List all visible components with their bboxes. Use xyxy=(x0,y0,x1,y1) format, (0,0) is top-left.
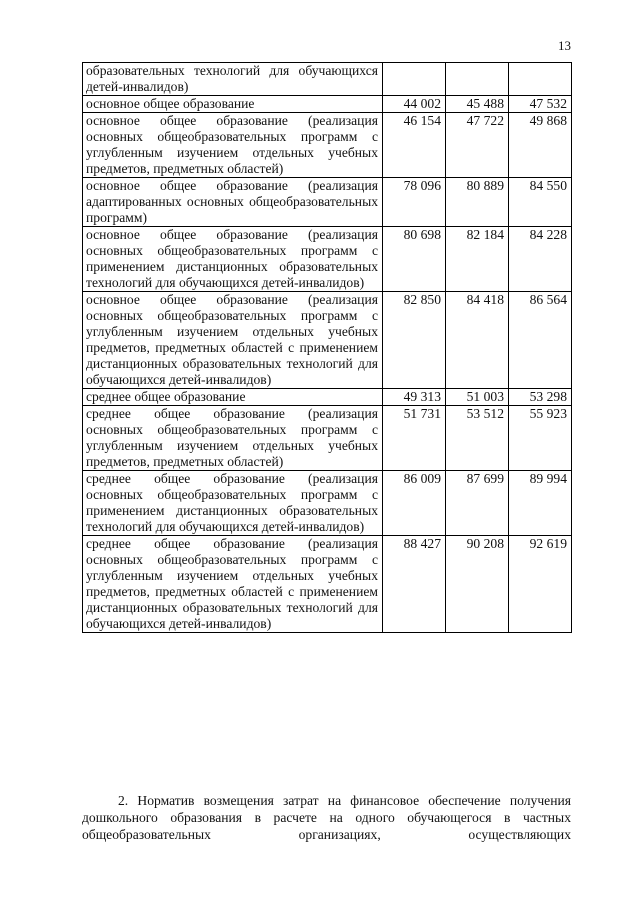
table-row xyxy=(83,96,572,113)
row-name: основное общее образование (реализация основных общеобразовательных программ с углубленным изучением отдельных учебных предметов, предметных областей с применением дистанционных образовательных технологий для обучающихся детей-инвалидов) xyxy=(83,292,383,389)
row-value-1: 49 313 xyxy=(383,389,446,406)
row-name: среднее общее образование (реализация основных общеобразовательных программ с применением дистанционных образовательных технологий для обучающихся детей-инвалидов) xyxy=(83,471,383,536)
row-value-3: 49 868 xyxy=(509,113,572,178)
row-value-2: 90 208 xyxy=(446,536,509,633)
row-value-2 xyxy=(446,63,509,96)
table-row xyxy=(83,471,572,536)
row-name: образовательных технологий для обучающихся детей-инвалидов) xyxy=(83,63,383,96)
row-name: среднее общее образование (реализация основных общеобразовательных программ с углубленным изучением отдельных учебных предметов, предметных областей с применением дистанционных образовательных технологий для обучающихся детей-инвалидов) xyxy=(83,536,383,633)
row-value-3: 89 994 xyxy=(509,471,572,536)
row-name: основное общее образование (реализация адаптированных основных общеобразовательных программ) xyxy=(83,178,383,227)
normative-table xyxy=(82,62,572,633)
body-paragraph xyxy=(82,792,571,843)
row-value-2: 53 512 xyxy=(446,406,509,471)
table-row xyxy=(83,227,572,292)
row-value-1: 80 698 xyxy=(383,227,446,292)
row-value-1: 82 850 xyxy=(383,292,446,389)
table-row xyxy=(83,63,572,96)
row-value-2: 51 003 xyxy=(446,389,509,406)
row-value-1: 86 009 xyxy=(383,471,446,536)
table-row xyxy=(83,178,572,227)
row-value-3: 47 532 xyxy=(509,96,572,113)
row-value-3: 55 923 xyxy=(509,406,572,471)
row-name: основное общее образование (реализация основных общеобразовательных программ с применением дистанционных образовательных технологий для обучающихся детей-инвалидов) xyxy=(83,227,383,292)
row-value-3: 92 619 xyxy=(509,536,572,633)
row-value-1: 46 154 xyxy=(383,113,446,178)
row-value-2: 80 889 xyxy=(446,178,509,227)
paragraph-text: 2. Норматив возмещения затрат на финансовое обеспечение получения дошкольного образования в расчете на одного обучающегося в частных общеобразовательных организациях, осуществляющих xyxy=(82,793,571,842)
row-value-3 xyxy=(509,63,572,96)
row-value-2: 84 418 xyxy=(446,292,509,389)
table-row xyxy=(83,292,572,389)
row-value-3: 84 550 xyxy=(509,178,572,227)
table-row xyxy=(83,536,572,633)
row-value-1: 88 427 xyxy=(383,536,446,633)
row-value-3: 84 228 xyxy=(509,227,572,292)
row-name: основное общее образование (реализация основных общеобразовательных программ с углубленным изучением отдельных учебных предметов, предметных областей) xyxy=(83,113,383,178)
row-name: среднее общее образование xyxy=(83,389,383,406)
row-value-2: 82 184 xyxy=(446,227,509,292)
row-name: основное общее образование xyxy=(83,96,383,113)
page-number: 13 xyxy=(558,38,571,53)
table-row xyxy=(83,406,572,471)
row-value-1: 44 002 xyxy=(383,96,446,113)
row-value-2: 45 488 xyxy=(446,96,509,113)
row-name: среднее общее образование (реализация основных общеобразовательных программ с углубленным изучением отдельных учебных предметов, предметных областей) xyxy=(83,406,383,471)
row-value-2: 87 699 xyxy=(446,471,509,536)
row-value-1: 51 731 xyxy=(383,406,446,471)
table-row xyxy=(83,389,572,406)
row-value-2: 47 722 xyxy=(446,113,509,178)
row-value-3: 53 298 xyxy=(509,389,572,406)
table-row xyxy=(83,113,572,178)
row-value-1 xyxy=(383,63,446,96)
row-value-1: 78 096 xyxy=(383,178,446,227)
row-value-3: 86 564 xyxy=(509,292,572,389)
